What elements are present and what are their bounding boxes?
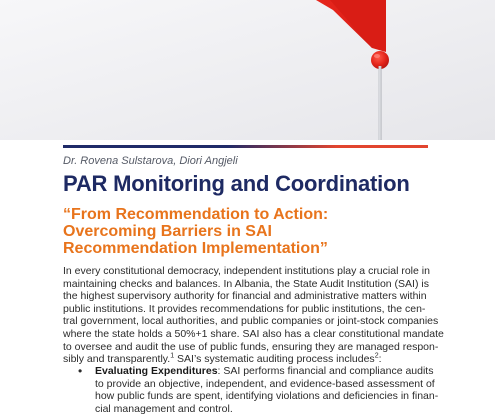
red-flag-pin-illustration	[0, 0, 495, 140]
body-line: where the state holds a 50%+1 share. SAI also has a clear constitutional mandate	[63, 327, 444, 340]
bullet-line	[95, 365, 441, 378]
body-text: sibly and transparently.	[63, 353, 171, 366]
article-authors: Dr. Rovena Sulstarova, Diori Angjeli	[63, 155, 238, 167]
subtitle-line: Overcoming Barriers in SAI	[63, 223, 272, 240]
article-body-paragraph	[63, 265, 444, 366]
hero-background	[0, 0, 495, 140]
body-text: :	[378, 353, 382, 366]
body-line: to oversee and audit the use of public funds, ensuring they are managed respon-	[63, 340, 439, 353]
bullet-line: cial management and control.	[95, 402, 233, 415]
subtitle-line: “From Recommendation to Action:	[63, 206, 329, 223]
bullet-term: Evaluating Expenditures	[95, 365, 218, 377]
body-text: SAI’s systematic auditing process includes	[174, 353, 375, 366]
body-line: In every constitutional democracy, independent institutions play a crucial role in	[63, 265, 430, 277]
footnote-ref-1[interactable]: 1	[170, 352, 175, 360]
bullet-line: to provide an objective, independent, and evidence-based assessment of	[95, 377, 435, 390]
footnote-ref-2[interactable]: 2	[374, 352, 379, 360]
bullet-marker: •	[78, 364, 83, 378]
article-subtitle	[63, 206, 428, 257]
bullet-text	[95, 365, 441, 415]
pin-needle	[379, 66, 382, 140]
section-divider-rule	[63, 145, 428, 148]
body-line: tral government, local authorities, and public companies or joint-stock companies	[63, 315, 439, 328]
subtitle-line: Recommendation Implementation”	[63, 240, 328, 257]
body-line: maintaining checks and balances. In Albania, the State Audit Institution (SAI) is	[63, 277, 429, 290]
article-title: PAR Monitoring and Coordination	[63, 171, 410, 196]
bullet-line: how public funds are spent, identifying violations and deficiencies in finan-	[95, 390, 439, 403]
body-line: the highest supervisory authority for financial and administrative matters within	[63, 290, 427, 303]
bullet-evaluating-expenditures	[78, 364, 441, 415]
pin-highlight	[374, 54, 380, 58]
body-line-last	[63, 353, 428, 366]
body-line: public institutions. It provides recommendations for public institutions, the cen-	[63, 302, 426, 315]
hero-photo-red-flag-pin	[0, 0, 495, 140]
bullet-text-rest: : SAI performs financial and compliance audits	[217, 365, 434, 377]
